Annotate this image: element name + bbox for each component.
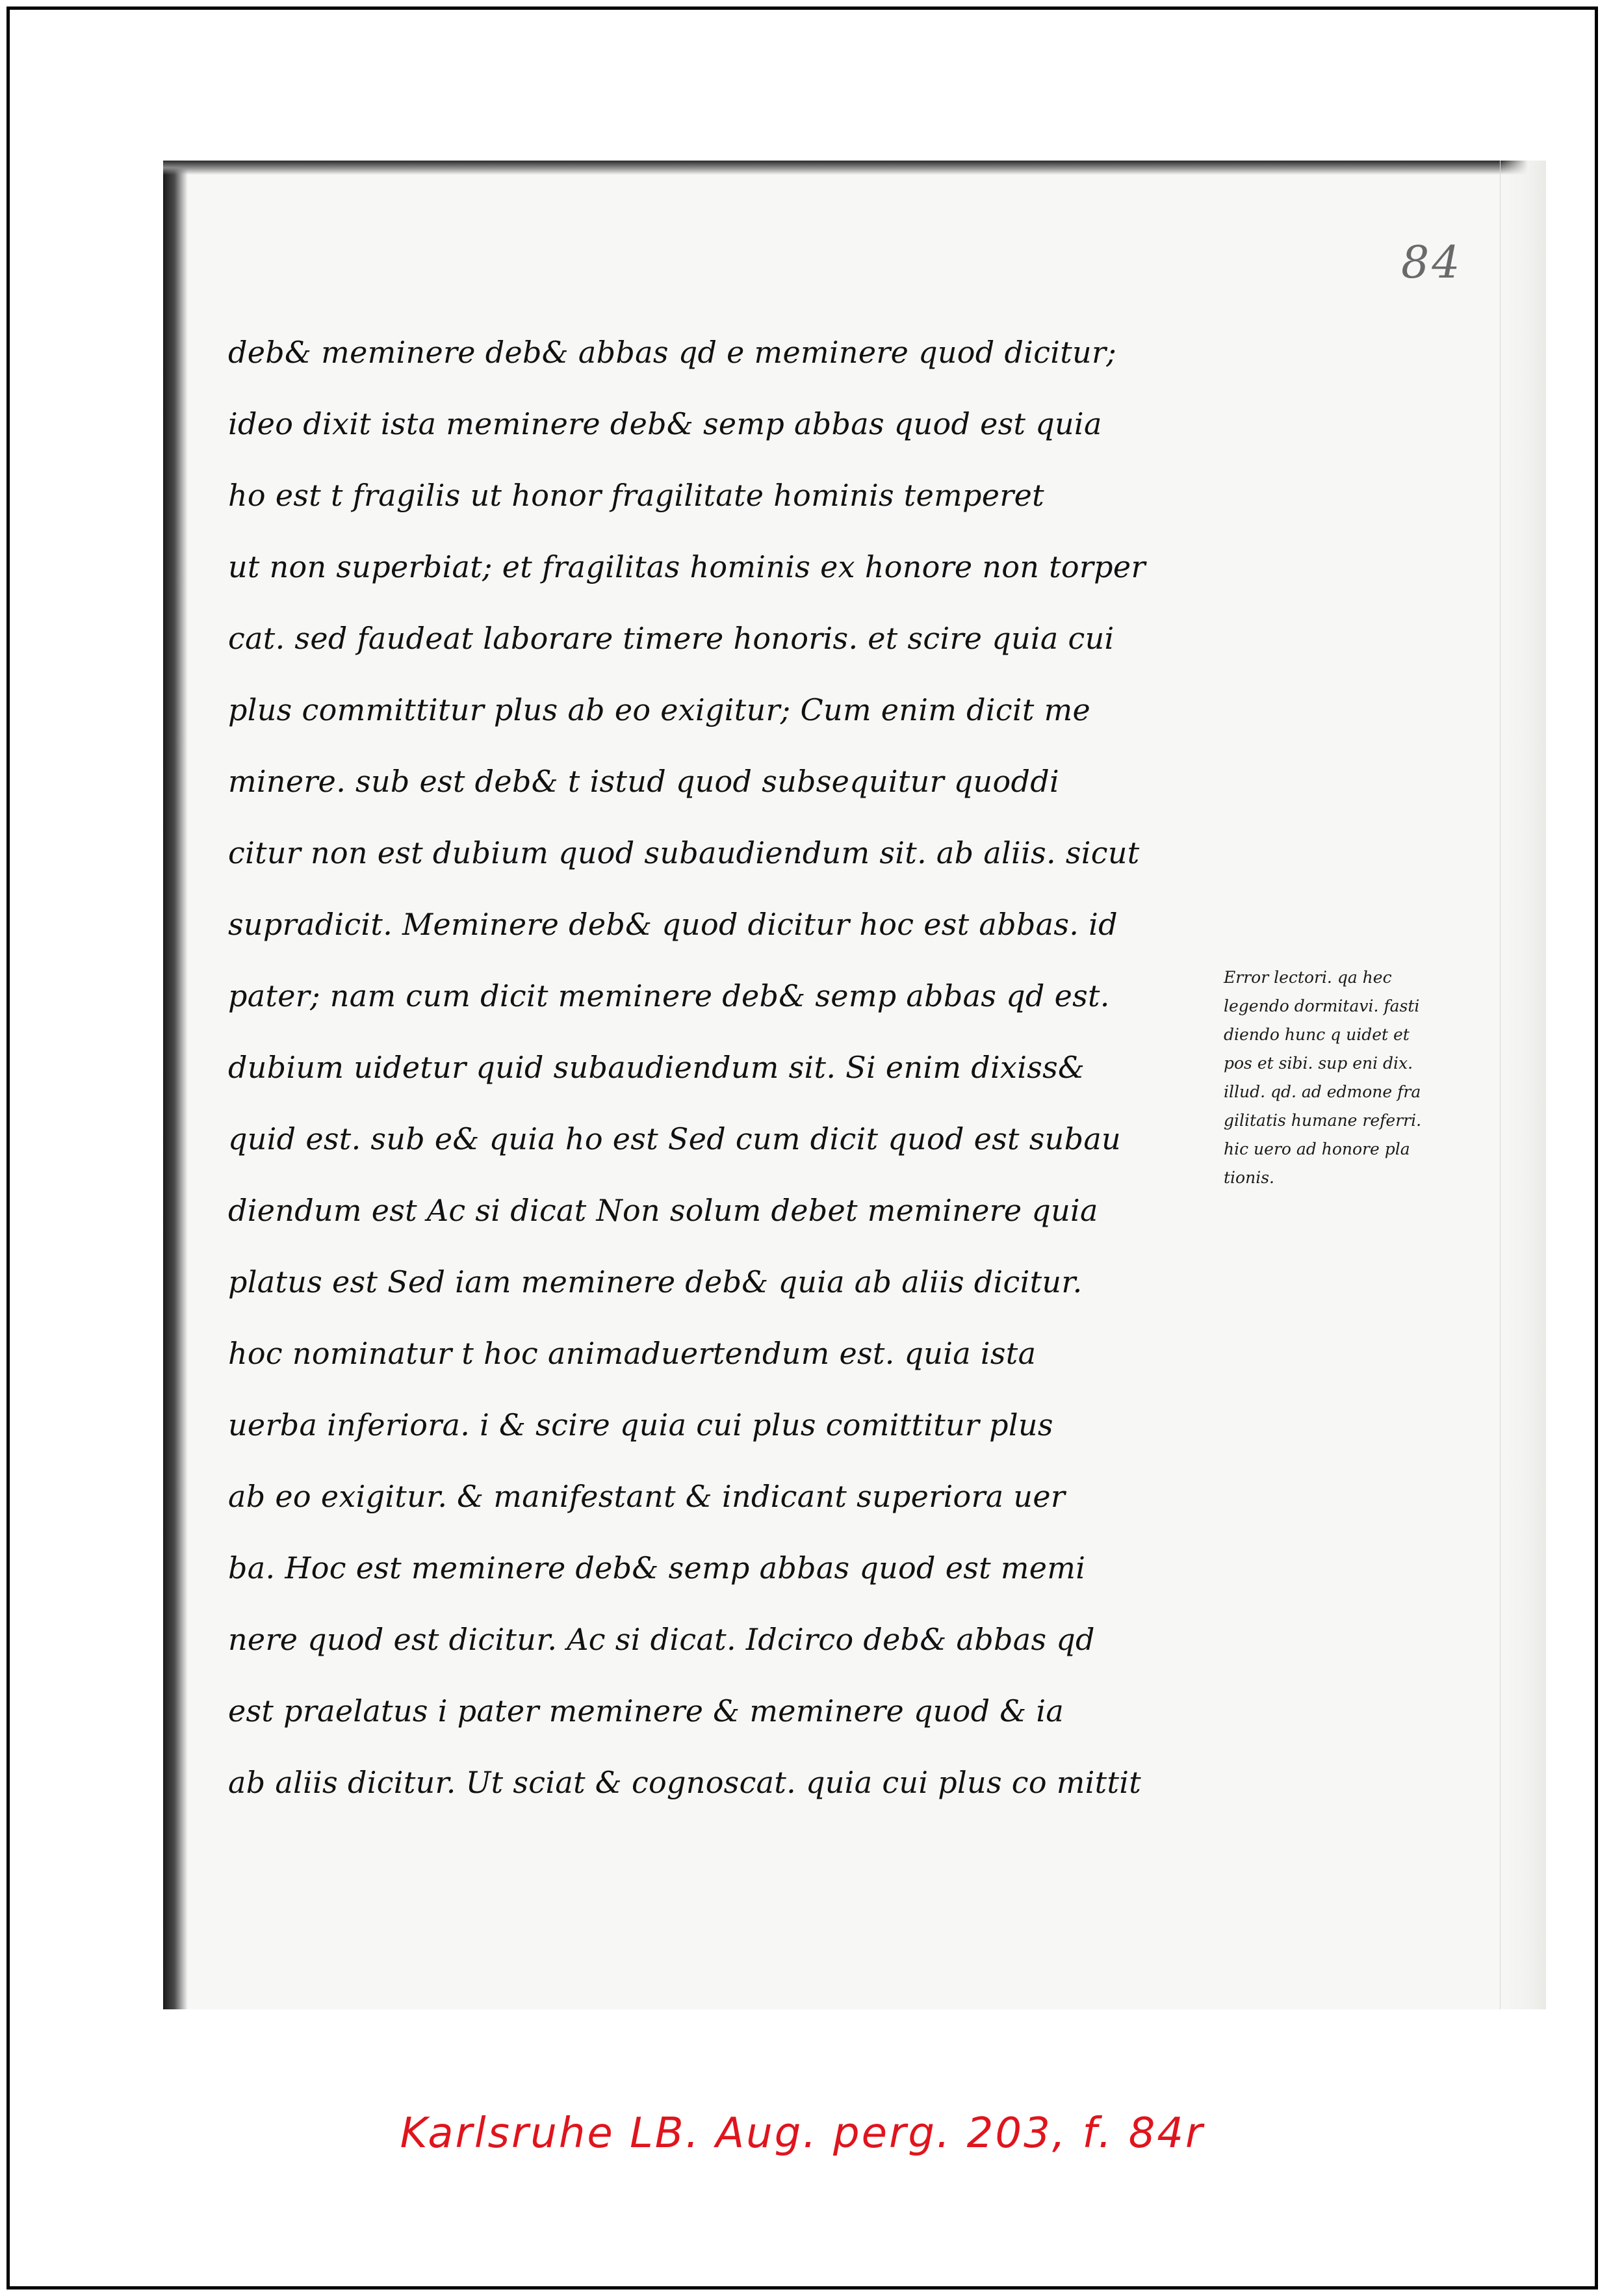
top-edge-shadow [163, 161, 1546, 175]
text-line: ba. Hoc est meminere deb& semp abbas quod est memi [228, 1550, 1086, 1585]
gloss-line: legendo dormitavi. fasti [1224, 997, 1420, 1015]
gloss-line: diendo hunc q uidet et [1224, 1025, 1410, 1044]
marginal-gloss [1224, 963, 1532, 1192]
shelfmark-annotation: Karlsruhe LB. Aug. perg. 203, f. 84r [400, 2109, 1205, 2158]
gloss-line: tionis. [1224, 1168, 1274, 1187]
text-line: ab aliis dicitur. Ut sciat & cognoscat. quia cui plus co mittit [228, 1765, 1142, 1800]
manuscript-scan [163, 161, 1546, 2009]
main-text-block [228, 317, 1333, 1818]
folio-number: 84 [1401, 237, 1463, 289]
text-line: ab eo exigitur. & manifestant & indicant superiora uer [228, 1479, 1066, 1514]
gloss-line: illud. qd. ad edmone fra [1224, 1082, 1421, 1101]
gloss-line: Error lectori. qa hec [1224, 968, 1392, 987]
text-line: platus est Sed iam meminere deb& quia ab aliis dicitur. [228, 1264, 1083, 1299]
text-line: ut non superbiat; et fragilitas hominis ex honore non torper [228, 549, 1146, 584]
text-line: cat. sed faudeat laborare timere honoris. et scire quia cui [228, 621, 1115, 656]
gloss-line: hic uero ad honore pla [1224, 1140, 1410, 1158]
text-line: ho est t fragilis ut honor fragilitate hominis temperet [228, 478, 1044, 513]
text-line: supradicit. Meminere deb& quod dicitur hoc est abbas. id [228, 907, 1118, 942]
text-line: deb& meminere deb& abbas qd e meminere quod dicitur; [228, 335, 1117, 370]
page-frame [6, 7, 1598, 2289]
text-line: hoc nominatur t hoc animaduertendum est. quia ista [228, 1336, 1037, 1371]
text-line: dubium uidetur quid subaudiendum sit. Si enim dixiss& [228, 1050, 1085, 1085]
text-line: ideo dixit ista meminere deb& semp abbas quod est quia [228, 406, 1102, 441]
text-line: est praelatus i pater meminere & meminere quod & ia [228, 1693, 1064, 1729]
text-line: citur non est dubium quod subaudiendum sit. ab aliis. sicut [228, 835, 1140, 870]
text-line: plus committitur plus ab eo exigitur; Cum enim dicit me [228, 692, 1091, 727]
text-line: pater; nam cum dicit meminere deb& semp abbas qd est. [228, 978, 1110, 1013]
text-line: nere quod est dicitur. Ac si dicat. Idcirco deb& abbas qd [228, 1622, 1095, 1657]
gloss-line: gilitatis humane referri. [1224, 1111, 1422, 1130]
gutter-shadow [163, 161, 188, 2009]
text-line: minere. sub est deb& t istud quod subsequitur quoddi [228, 764, 1059, 799]
gloss-line: pos et sibi. sup eni dix. [1224, 1054, 1413, 1073]
text-line: quid est. sub e& quia ho est Sed cum dicit quod est subau [228, 1121, 1121, 1156]
text-line: diendum est Ac si dicat Non solum debet meminere quia [228, 1193, 1098, 1228]
text-line: uerba inferiora. i & scire quia cui plus comittitur plus [228, 1407, 1053, 1442]
